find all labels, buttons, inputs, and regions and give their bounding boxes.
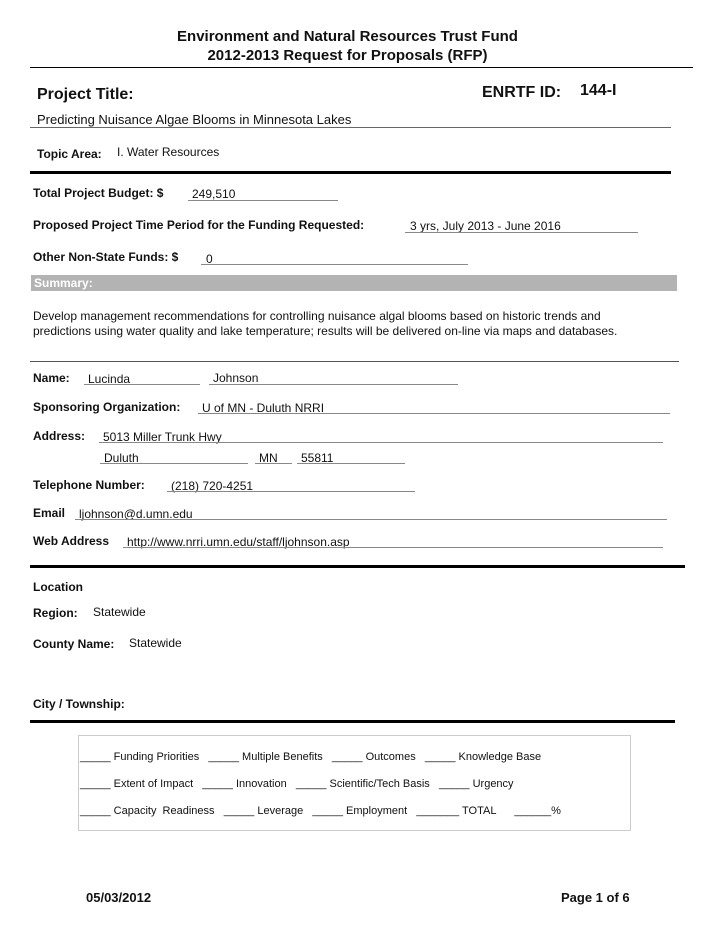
telephone-underline: [167, 491, 415, 492]
time-period-underline: [405, 232, 638, 233]
criteria-row-2: _____ Extent of Impact _____ Innovation _____ Scientific/Tech Basis _____ Urgency: [80, 778, 514, 790]
city-value: Duluth: [104, 451, 139, 465]
state-value: MN: [259, 451, 278, 465]
footer-date: 05/03/2012: [86, 890, 152, 905]
summary-header: Summary:: [31, 275, 677, 291]
total-budget-underline: [188, 200, 338, 201]
total-budget-label: Total Project Budget: $: [33, 186, 164, 200]
web-address-label: Web Address: [33, 534, 110, 548]
project-title-value: Predicting Nuisance Algae Blooms in Minnesota Lakes: [37, 112, 352, 127]
summary-line-1: Develop management recommendations for controlling nuisance algal blooms based on historic trends and: [33, 309, 601, 323]
section-rule-4: [30, 720, 675, 723]
address-label: Address:: [33, 429, 86, 443]
other-funds-underline: [201, 264, 468, 265]
region-label: Region:: [33, 606, 78, 620]
first-name-underline: [84, 384, 200, 385]
time-period-label: Proposed Project Time Period for the Funding Requested:: [33, 218, 365, 232]
zip-underline: [297, 463, 405, 464]
email-underline: [75, 519, 667, 520]
topic-area-value: I. Water Resources: [117, 145, 220, 159]
other-funds-value: 0: [206, 252, 213, 266]
street-value: 5013 Miller Trunk Hwy: [103, 430, 222, 444]
topic-area-label: Topic Area:: [37, 147, 102, 161]
time-period-value: 3 yrs, July 2013 - June 2016: [410, 219, 561, 233]
title-underline: [30, 127, 671, 128]
section-rule-3: [30, 565, 685, 568]
first-name-value: Lucinda: [88, 372, 131, 386]
enrtf-id-value: 144-I: [580, 82, 617, 99]
county-label: County Name:: [33, 637, 115, 651]
sponsoring-org-label: Sponsoring Organization:: [33, 400, 181, 414]
name-label: Name:: [33, 371, 70, 385]
zip-value: 55811: [301, 451, 334, 465]
location-heading: Location: [33, 580, 83, 594]
section-rule-1: [30, 171, 671, 174]
telephone-value: (218) 720-4251: [171, 479, 254, 493]
web-address-underline: [123, 547, 663, 548]
last-name-underline: [209, 384, 458, 385]
sponsoring-org-value: U of MN - Duluth NRRI: [202, 401, 325, 415]
enrtf-id-label: ENRTF ID:: [482, 84, 562, 101]
evaluation-criteria-box: [78, 735, 631, 831]
last-name-value: Johnson: [213, 371, 259, 385]
header-rule: [30, 67, 693, 68]
street-underline: [99, 442, 663, 443]
sponsoring-org-underline: [198, 413, 670, 414]
header-title: Environment and Natural Resources Trust Fund: [177, 28, 518, 45]
criteria-row-3: _____ Capacity Readiness _____ Leverage _____ Employment _______ TOTAL ______%: [80, 805, 561, 817]
other-funds-label: Other Non-State Funds: $: [33, 250, 179, 264]
web-address-value: http://www.nrri.umn.edu/staff/ljohnson.asp: [127, 535, 350, 549]
section-rule-2: [30, 361, 679, 362]
telephone-label: Telephone Number:: [33, 478, 145, 492]
city-township-label: City / Township:: [33, 697, 125, 711]
summary-line-2: predictions using water quality and lake temperature; results will be delivered on-line via maps and databases.: [33, 324, 618, 338]
footer-page-number: Page 1 of 6: [561, 890, 630, 905]
project-title-label: Project Title:: [37, 86, 134, 103]
email-value: ljohnson@d.umn.edu: [79, 507, 193, 521]
criteria-row-1: _____ Funding Priorities _____ Multiple Benefits _____ Outcomes _____ Knowledge Base: [80, 751, 542, 763]
county-value: Statewide: [129, 636, 182, 650]
header-subtitle: 2012-2013 Request for Proposals (RFP): [207, 47, 488, 64]
email-label: Email: [33, 506, 66, 520]
state-underline: [255, 463, 292, 464]
region-value: Statewide: [93, 605, 146, 619]
city-underline: [100, 463, 248, 464]
total-budget-value: 249,510: [192, 187, 236, 201]
